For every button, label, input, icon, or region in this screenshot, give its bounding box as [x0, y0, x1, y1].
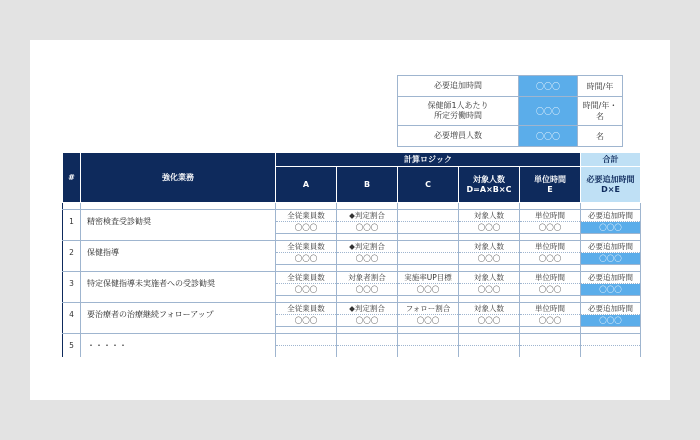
cell-c-label: フォロー割合	[398, 303, 459, 315]
worksheet-card	[30, 40, 670, 400]
cell-total-label: 必要追加時間	[581, 303, 641, 315]
row-task: ・・・・・	[81, 334, 276, 358]
cell-e-value: 〇〇〇	[520, 222, 581, 234]
cell-a-value: 〇〇〇	[276, 315, 337, 327]
col-header-task: 強化業務	[81, 153, 276, 203]
cell-e-label: 単位時間	[520, 210, 581, 222]
summary-unit: 時間/年	[578, 76, 623, 97]
row-task: 特定保健指導未実施者への受診勧奨	[81, 272, 276, 296]
row-number: 2	[63, 241, 81, 265]
cell-b-value: 〇〇〇	[337, 222, 398, 234]
cell-b-value: 〇〇〇	[337, 315, 398, 327]
col-header-c: C	[398, 167, 459, 203]
row-number: 5	[63, 334, 81, 358]
summary-label: 保健師1人あたり 所定労働時間	[398, 97, 519, 126]
table-row	[63, 210, 641, 222]
cell-d-value: 〇〇〇	[459, 253, 520, 265]
cell-total-label: 必要追加時間	[581, 272, 641, 284]
cell-e-label: 単位時間	[520, 303, 581, 315]
cell-e-value: 〇〇〇	[520, 315, 581, 327]
cell-b-label: ◆判定割合	[337, 303, 398, 315]
summary-value: 〇〇〇	[519, 97, 578, 126]
summary-table	[397, 75, 623, 147]
summary-value: 〇〇〇	[519, 126, 578, 147]
cell-e-value: 〇〇〇	[520, 253, 581, 265]
summary-label: 必要増員人数	[398, 126, 519, 147]
cell-total-value: 〇〇〇	[581, 222, 641, 234]
cell-d-value: 〇〇〇	[459, 315, 520, 327]
cell-d-label: 対象人数	[459, 272, 520, 284]
table-row	[63, 241, 641, 253]
cell-e-value: 〇〇〇	[520, 284, 581, 296]
summary-row	[398, 126, 623, 147]
col-header-total: 合計	[581, 153, 641, 167]
cell-total-label: 必要追加時間	[581, 210, 641, 222]
cell-b-value: 〇〇〇	[337, 284, 398, 296]
cell-b-label: 対象者割合	[337, 272, 398, 284]
cell-a-label: 全従業員数	[276, 303, 337, 315]
cell-c-value: 〇〇〇	[398, 284, 459, 296]
cell-c-value	[398, 253, 459, 265]
cell-c-label: 実施率UP目標	[398, 272, 459, 284]
col-header-total-sub: 必要追加時間 D×E	[581, 167, 641, 203]
cell-total-value: 〇〇〇	[581, 315, 641, 327]
cell-b-label: ◆判定割合	[337, 241, 398, 253]
cell-total-label: 必要追加時間	[581, 241, 641, 253]
cell-a-label: 全従業員数	[276, 210, 337, 222]
cell-a-label: 全従業員数	[276, 272, 337, 284]
cell-d-label: 対象人数	[459, 241, 520, 253]
cell-d-value: 〇〇〇	[459, 222, 520, 234]
cell-a-label: 全従業員数	[276, 241, 337, 253]
cell-a-value: 〇〇〇	[276, 253, 337, 265]
col-header-e: 単位時間 E	[520, 167, 581, 203]
cell-a-value: 〇〇〇	[276, 284, 337, 296]
summary-unit: 時間/年・名	[578, 97, 623, 126]
summary-value: 〇〇〇	[519, 76, 578, 97]
calculation-table	[62, 152, 641, 357]
cell-c-value	[398, 222, 459, 234]
cell-total-value: 〇〇〇	[581, 284, 641, 296]
summary-unit: 名	[578, 126, 623, 147]
row-task: 要治療者の治療継続フォローアップ	[81, 303, 276, 327]
cell-c-label	[398, 241, 459, 253]
cell-total-value: 〇〇〇	[581, 253, 641, 265]
table-row	[63, 334, 641, 346]
cell-c-value: 〇〇〇	[398, 315, 459, 327]
row-number: 4	[63, 303, 81, 327]
table-row	[63, 272, 641, 284]
col-header-b: B	[337, 167, 398, 203]
cell-d-label: 対象人数	[459, 210, 520, 222]
cell-d-label: 対象人数	[459, 303, 520, 315]
col-header-a: A	[276, 167, 337, 203]
row-number: 1	[63, 210, 81, 234]
summary-label: 必要追加時間	[398, 76, 519, 97]
cell-c-label	[398, 210, 459, 222]
cell-b-value: 〇〇〇	[337, 253, 398, 265]
cell-e-label: 単位時間	[520, 241, 581, 253]
col-header-logic: 計算ロジック	[276, 153, 581, 167]
table-row	[63, 303, 641, 315]
row-task: 保健指導	[81, 241, 276, 265]
col-header-d: 対象人数 D=A×B×C	[459, 167, 520, 203]
cell-b-label: ◆判定割合	[337, 210, 398, 222]
cell-d-value: 〇〇〇	[459, 284, 520, 296]
row-number: 3	[63, 272, 81, 296]
row-task: 精密検査受診勧奨	[81, 210, 276, 234]
cell-e-label: 単位時間	[520, 272, 581, 284]
col-header-number: #	[63, 153, 81, 203]
cell-a-value: 〇〇〇	[276, 222, 337, 234]
summary-row	[398, 97, 623, 126]
summary-row	[398, 76, 623, 97]
